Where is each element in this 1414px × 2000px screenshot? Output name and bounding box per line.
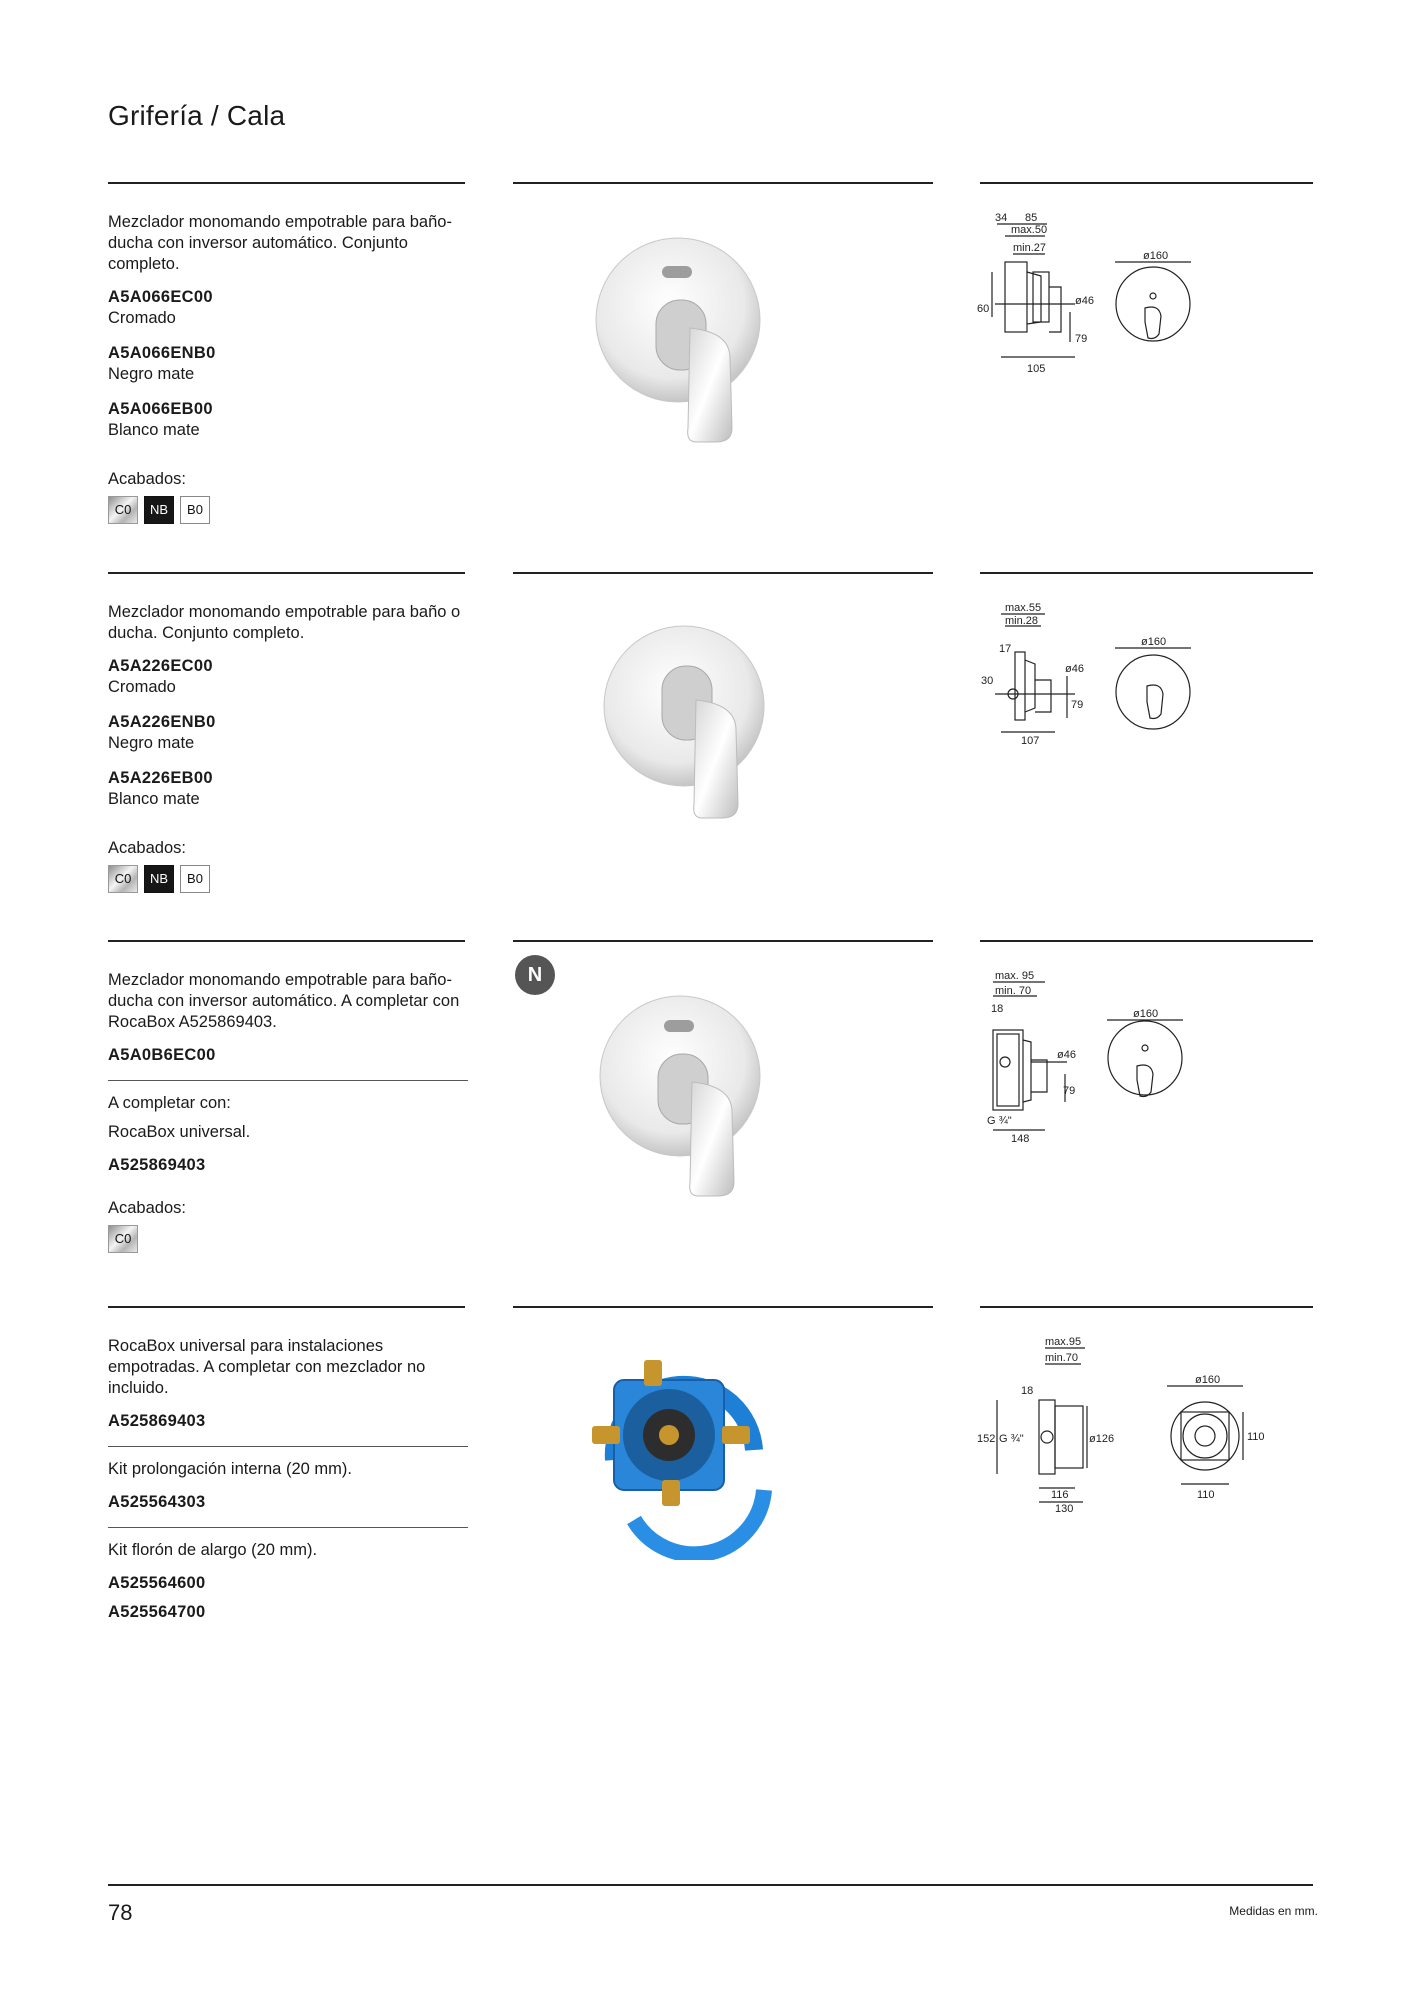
dim-label: min. 70 xyxy=(995,985,1032,997)
dim-label: ø46 xyxy=(1075,295,1094,307)
product-description: Mezclador monomando empotrable para baño-ducha con inversor automático. Conjunto completo. xyxy=(108,213,452,273)
technical-drawing-1 xyxy=(975,212,1215,382)
dim-label: 152 xyxy=(977,1433,996,1445)
complete-with-item: RocaBox universal. xyxy=(108,1123,251,1141)
footer-rule xyxy=(108,1884,1313,1886)
page-title: Grifería / Cala xyxy=(108,100,286,131)
finish-swatches xyxy=(108,496,468,524)
dim-label: min.28 xyxy=(1005,615,1039,627)
dim-label: min.70 xyxy=(1045,1352,1079,1364)
dim-label: max.95 xyxy=(1045,1336,1082,1348)
dim-label: ø126 xyxy=(1089,1433,1115,1445)
finishes-label: Acabados: xyxy=(108,470,186,488)
dim-label: 85 xyxy=(1025,212,1038,224)
swatch-black: NB xyxy=(144,865,174,893)
rocabox-product-photo xyxy=(574,1340,794,1560)
dim-label: 79 xyxy=(1063,1085,1076,1097)
dim-label: max.55 xyxy=(1005,602,1042,614)
dim-label: min.27 xyxy=(1013,242,1047,254)
section-rule xyxy=(980,1306,1313,1308)
product-code: A5A066EB00 xyxy=(108,400,213,418)
dim-label: 17 xyxy=(999,643,1012,655)
dim-label: ø160 xyxy=(1141,636,1167,648)
product-code: A5A0B6EC00 xyxy=(108,1046,216,1064)
product-description: Mezclador monomando empotrable para baño-ducha con inversor automático. A completar con RocaBox A525869403. xyxy=(108,971,460,1031)
product-code: A5A226EB00 xyxy=(108,769,213,787)
mixer-product-photo xyxy=(592,984,792,1204)
section-rule xyxy=(980,940,1313,942)
product-finish: Negro mate xyxy=(108,734,195,752)
product-finish: Blanco mate xyxy=(108,421,200,439)
dim-label: 18 xyxy=(1021,1385,1034,1397)
dim-label: ø160 xyxy=(1133,1008,1159,1020)
product-code: A5A066EC00 xyxy=(108,288,213,306)
dim-label: 148 xyxy=(1011,1133,1030,1145)
dim-label: G ¾" xyxy=(999,1433,1024,1445)
dim-label: 105 xyxy=(1027,363,1046,375)
finish-swatches xyxy=(108,865,468,893)
product-description: Mezclador monomando empotrable para baño o ducha. Conjunto completo. xyxy=(108,603,461,642)
section-rule xyxy=(513,1306,933,1308)
product-code: A5A226EC00 xyxy=(108,657,213,675)
product-1-text xyxy=(108,212,468,524)
dim-label: ø46 xyxy=(1065,663,1084,675)
product-4-text xyxy=(108,1336,468,1623)
sub-rule xyxy=(108,1080,468,1081)
swatch-black: NB xyxy=(144,496,174,524)
dim-label: ø46 xyxy=(1057,1049,1076,1061)
product-code: A525564303 xyxy=(108,1493,206,1511)
dim-label: 60 xyxy=(977,303,990,315)
kit-description: Kit prolongación interna (20 mm). xyxy=(108,1460,352,1478)
page-number: 78 xyxy=(108,1900,133,1925)
product-description: RocaBox universal para instalaciones empotradas. A completar con mezclador no incluido. xyxy=(108,1337,426,1397)
finishes-label: Acabados: xyxy=(108,1199,186,1217)
product-code: A525564600 xyxy=(108,1574,206,1592)
dim-label: G ¾" xyxy=(987,1115,1012,1127)
sub-rule xyxy=(108,1527,468,1528)
section-rule xyxy=(513,182,933,184)
mixer-product-photo xyxy=(596,614,796,834)
swatch-chrome: C0 xyxy=(108,865,138,893)
dim-label: ø160 xyxy=(1143,250,1169,262)
dim-label: ø160 xyxy=(1195,1374,1221,1386)
dim-label: 116 xyxy=(1051,1489,1069,1501)
dim-label: 110 xyxy=(1197,1489,1215,1501)
swatch-white: B0 xyxy=(180,865,210,893)
section-rule xyxy=(513,572,933,574)
kit-description: Kit florón de alargo (20 mm). xyxy=(108,1541,318,1559)
product-finish: Blanco mate xyxy=(108,790,200,808)
product-finish: Cromado xyxy=(108,678,176,696)
technical-drawing-2 xyxy=(975,602,1215,752)
technical-drawing-3 xyxy=(975,970,1215,1150)
mixer-product-photo xyxy=(590,228,790,448)
section-rule xyxy=(980,572,1313,574)
dim-label: 79 xyxy=(1071,699,1084,711)
product-code: A525869403 xyxy=(108,1156,206,1174)
section-rule xyxy=(513,940,933,942)
new-badge: N xyxy=(515,955,555,995)
dim-label: max.50 xyxy=(1011,224,1048,236)
finish-swatches xyxy=(108,1225,468,1253)
dim-label: max. 95 xyxy=(995,970,1035,982)
swatch-chrome: C0 xyxy=(108,1225,138,1253)
section-rule xyxy=(108,940,465,942)
dim-label: 130 xyxy=(1055,1503,1074,1515)
swatch-white: B0 xyxy=(180,496,210,524)
product-code: A525564700 xyxy=(108,1603,206,1621)
sub-rule xyxy=(108,1446,468,1447)
product-code: A5A066ENB0 xyxy=(108,344,216,362)
dim-label: 110 xyxy=(1247,1431,1265,1443)
product-2-text xyxy=(108,602,468,893)
complete-with-label: A completar con: xyxy=(108,1094,231,1112)
product-code: A525869403 xyxy=(108,1412,206,1430)
dim-label: 34 xyxy=(995,212,1008,224)
units-note: Medidas en mm. xyxy=(1229,1904,1318,1918)
technical-drawing-4 xyxy=(975,1336,1295,1516)
dim-label: 107 xyxy=(1021,735,1040,747)
product-finish: Negro mate xyxy=(108,365,195,383)
dim-label: 30 xyxy=(981,675,994,687)
section-rule xyxy=(980,182,1313,184)
product-code: A5A226ENB0 xyxy=(108,713,216,731)
swatch-chrome: C0 xyxy=(108,496,138,524)
section-rule xyxy=(108,572,465,574)
product-3-text xyxy=(108,970,468,1253)
section-rule xyxy=(108,1306,465,1308)
finishes-label: Acabados: xyxy=(108,839,186,857)
dim-label: 18 xyxy=(991,1003,1004,1015)
dim-label: 79 xyxy=(1075,333,1088,345)
product-finish: Cromado xyxy=(108,309,176,327)
section-rule xyxy=(108,182,465,184)
